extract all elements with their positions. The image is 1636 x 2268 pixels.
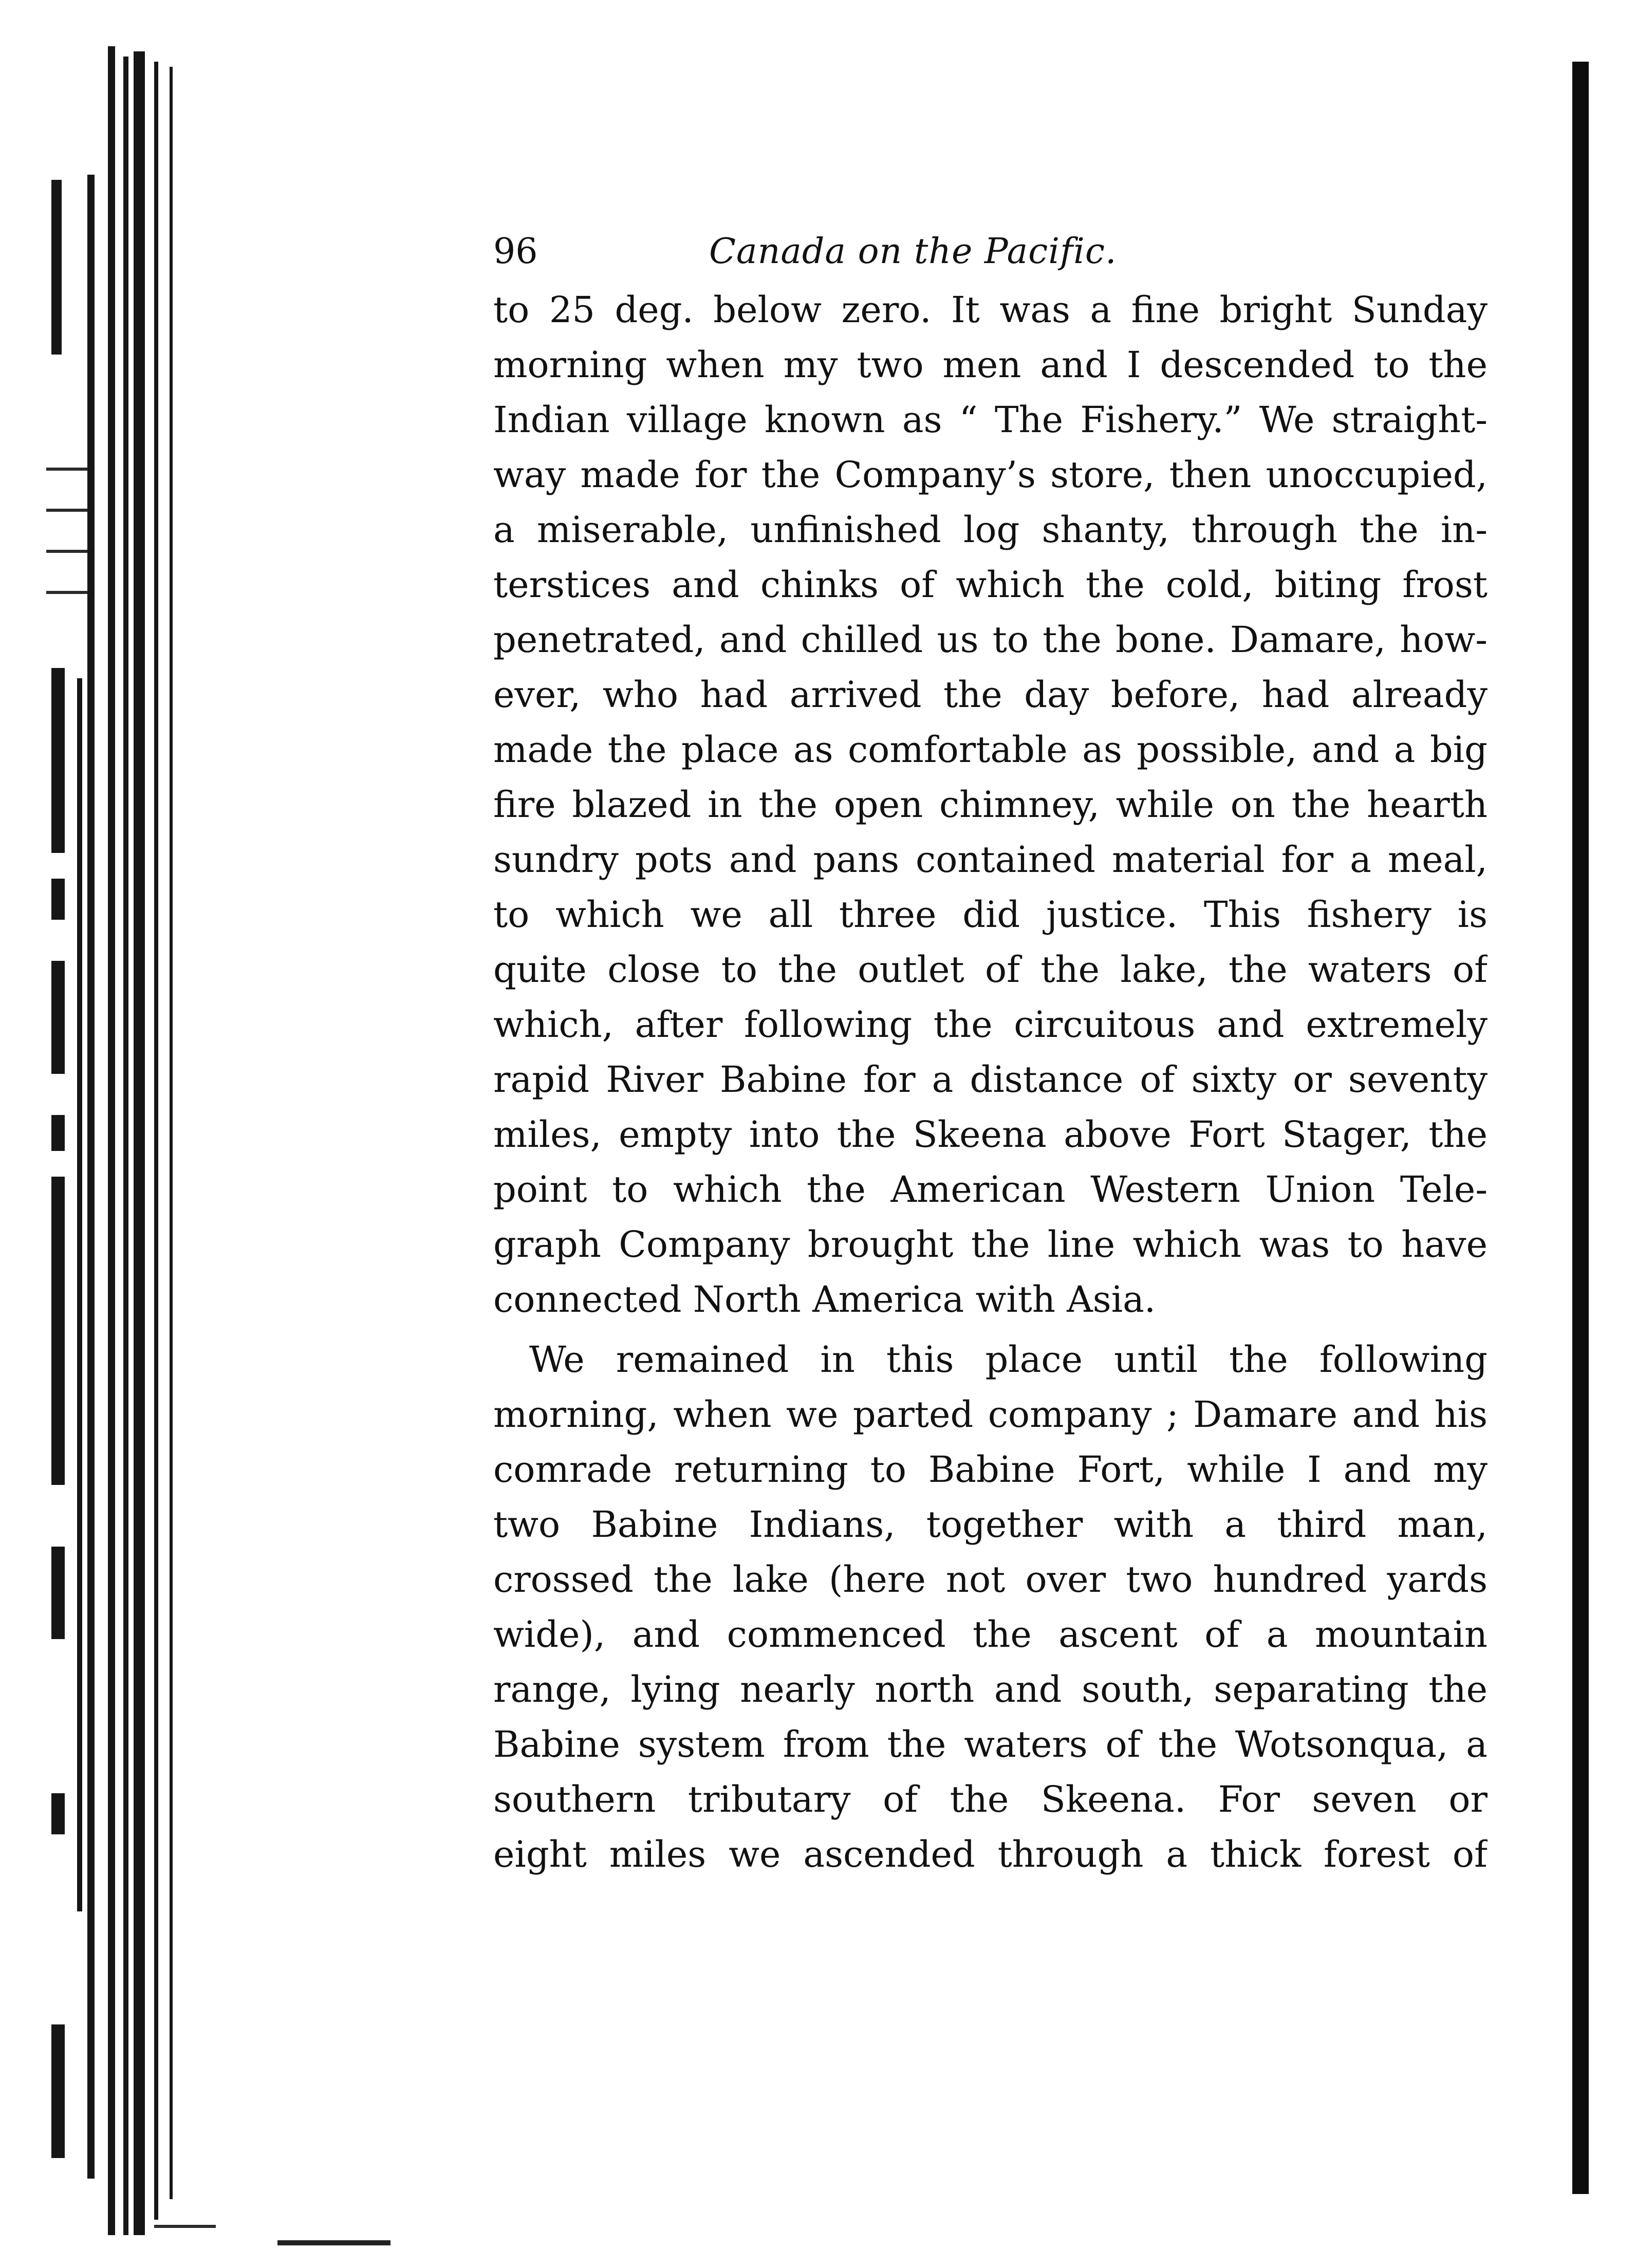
text-line: to which we all three did justice. This fishery is [493, 894, 1488, 936]
text-line: which, after following the circuitous and extremely [493, 1003, 1488, 1046]
text-line: sundry pots and pans contained material for a meal, [493, 839, 1488, 881]
text-line: wide), and commenced the ascent of a mountain [493, 1613, 1488, 1656]
paragraph-1 [493, 283, 1488, 1327]
text-line: eight miles we ascended through a thick forest of [493, 1833, 1488, 1875]
text-line: rapid River Babine for a distance of sixty or seventy [493, 1058, 1488, 1101]
text-line: We remained in this place until the following [529, 1339, 1488, 1381]
text-line: Indian village known as “ The Fishery.” We straight- [493, 399, 1488, 441]
text-line: penetrated, and chilled us to the bone. Damare, how- [493, 619, 1488, 661]
text-line: connected North America with Asia. [493, 1278, 1156, 1321]
binding-gutter [0, 46, 247, 2251]
book-page [493, 226, 1488, 1882]
text-line: crossed the lake (here not over two hundred yards [493, 1558, 1488, 1601]
text-line: morning when my two men and I descended to the [493, 344, 1488, 386]
text-line: southern tributary of the Skeena. For seven or [493, 1778, 1488, 1820]
text-line: terstices and chinks of which the cold, biting frost [493, 564, 1488, 606]
bottom-rule [277, 2240, 391, 2245]
text-line: miles, empty into the Skeena above Fort Stager, the [493, 1113, 1488, 1156]
text-line: two Babine Indians, together with a third man, [493, 1503, 1488, 1546]
text-line: point to which the American Western Union Tele- [493, 1168, 1488, 1211]
text-line: range, lying nearly north and south, separating the [493, 1668, 1488, 1711]
text-line: Babine system from the waters of the Wotsonqua, a [493, 1723, 1488, 1765]
text-line: ever, who had arrived the day before, had already [493, 674, 1488, 716]
text-line: comrade returning to Babine Fort, while I and my [493, 1448, 1488, 1491]
paragraph-2 [493, 1332, 1488, 1882]
text-line: graph Company brought the line which was to have [493, 1223, 1488, 1266]
text-line: to 25 deg. below zero. It was a fine bright Sunday [493, 289, 1488, 331]
binding-edge-right [1572, 62, 1589, 2194]
running-title: Canada on the Pacific. [709, 231, 1117, 272]
page-number: 96 [493, 231, 538, 272]
running-head [493, 226, 1488, 283]
text-line: fire blazed in the open chimney, while on the hearth [493, 784, 1488, 826]
text-line: way made for the Company’s store, then unoccupied, [493, 454, 1488, 496]
text-line: a miserable, unfinished log shanty, through the in- [493, 509, 1488, 551]
text-line: morning, when we parted company ; Damare and his [493, 1393, 1488, 1436]
text-line: quite close to the outlet of the lake, the waters of [493, 949, 1488, 991]
text-line: made the place as comfortable as possible, and a big [493, 729, 1488, 771]
